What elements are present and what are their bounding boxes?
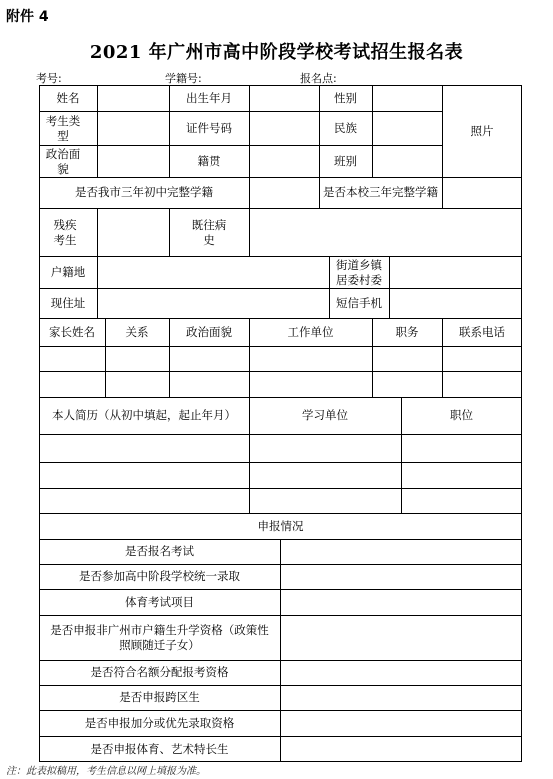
class-input[interactable] bbox=[373, 146, 442, 177]
application-item: 是否申报体育、艺术特长生 bbox=[90, 741, 229, 756]
ethnicity-input[interactable] bbox=[373, 112, 442, 145]
name-label: 姓名 bbox=[56, 90, 80, 105]
resume-title-header: 职位 bbox=[450, 408, 473, 422]
gender-label: 性别 bbox=[334, 90, 357, 105]
birth-label: 出生年月 bbox=[186, 90, 232, 105]
class-label: 班别 bbox=[334, 153, 357, 168]
disabled-label: 残疾考生 bbox=[53, 217, 77, 247]
full-reg-city-label: 是否我市三年初中完整学籍 bbox=[75, 185, 213, 199]
application-answer[interactable] bbox=[281, 616, 521, 660]
parent-work-header: 工作单位 bbox=[287, 324, 334, 339]
application-answer[interactable] bbox=[281, 540, 521, 564]
category-label: 考生类型 bbox=[45, 113, 81, 143]
footnote: 注：此表拟稿用，考生信息以网上填报为准。 bbox=[6, 766, 206, 777]
application-item: 是否申报非广州市户籍生升学资格（政策性照顾随迁子女） bbox=[50, 622, 269, 652]
application-item: 是否参加高中阶段学校统一录取 bbox=[79, 569, 240, 583]
id-no-input[interactable] bbox=[250, 112, 319, 145]
sms-phone-label: 短信手机 bbox=[336, 295, 382, 310]
parent-political-header: 政治面貌 bbox=[186, 324, 232, 339]
application-answer[interactable] bbox=[281, 686, 521, 710]
ethnicity-label: 民族 bbox=[334, 120, 357, 135]
address-input[interactable] bbox=[98, 289, 329, 318]
application-item: 是否报名考试 bbox=[125, 544, 194, 558]
political-input[interactable] bbox=[98, 146, 169, 177]
application-item: 是否申报加分或优先录取资格 bbox=[84, 715, 235, 730]
household-input[interactable] bbox=[98, 257, 329, 288]
name-input[interactable] bbox=[98, 86, 169, 111]
parent-phone-header: 联系电话 bbox=[459, 324, 505, 339]
exam-no-label: 考号: bbox=[36, 72, 62, 85]
medical-history-label: 既往病史 bbox=[191, 217, 227, 247]
native-place-label: 籍贯 bbox=[197, 153, 221, 168]
application-answer[interactable] bbox=[281, 661, 521, 685]
street-label: 街道乡镇居委村委 bbox=[336, 257, 382, 287]
exam-site-label: 报名点: bbox=[300, 72, 337, 85]
application-answer[interactable] bbox=[281, 590, 521, 615]
resume-school-header: 学习单位 bbox=[302, 408, 348, 422]
application-answer[interactable] bbox=[281, 711, 521, 736]
school-reg-no-label: 学籍号: bbox=[165, 72, 202, 85]
sms-phone-input[interactable] bbox=[390, 289, 521, 318]
attachment-label: 附件 4 bbox=[6, 9, 49, 25]
full-reg-school-input[interactable] bbox=[443, 178, 521, 208]
full-reg-city-input[interactable] bbox=[250, 178, 319, 208]
street-input[interactable] bbox=[390, 257, 521, 288]
application-heading: 申报情况 bbox=[257, 518, 304, 533]
category-input[interactable] bbox=[98, 112, 169, 145]
birth-input[interactable] bbox=[250, 86, 319, 111]
photo-box[interactable]: 照片 bbox=[470, 124, 494, 138]
registration-form bbox=[39, 85, 522, 762]
resume-header: 本人简历（从初中填起，起止年月） bbox=[52, 408, 236, 422]
application-item: 是否符合名额分配报考资格 bbox=[90, 665, 229, 679]
id-no-label: 证件号码 bbox=[186, 120, 232, 135]
parent-name-header: 家长姓名 bbox=[49, 324, 95, 339]
parent-relation-header: 关系 bbox=[125, 324, 149, 339]
application-answer[interactable] bbox=[281, 565, 521, 589]
native-place-input[interactable] bbox=[250, 146, 319, 177]
full-reg-school-label: 是否本校三年完整学籍 bbox=[323, 185, 438, 199]
gender-input[interactable] bbox=[373, 86, 442, 111]
application-answer[interactable] bbox=[281, 737, 521, 761]
household-label: 户籍地 bbox=[50, 264, 86, 279]
disabled-input[interactable] bbox=[98, 209, 169, 256]
application-item: 体育考试项目 bbox=[125, 594, 194, 609]
medical-history-input[interactable] bbox=[250, 209, 521, 256]
political-label: 政治面貌 bbox=[45, 146, 81, 176]
page-title: 2021 年广州市高中阶段学校考试招生报名表 bbox=[89, 42, 464, 63]
application-item: 是否申报跨区生 bbox=[119, 690, 200, 704]
address-label: 现住址 bbox=[50, 295, 86, 310]
parent-position-header: 职务 bbox=[395, 324, 419, 339]
